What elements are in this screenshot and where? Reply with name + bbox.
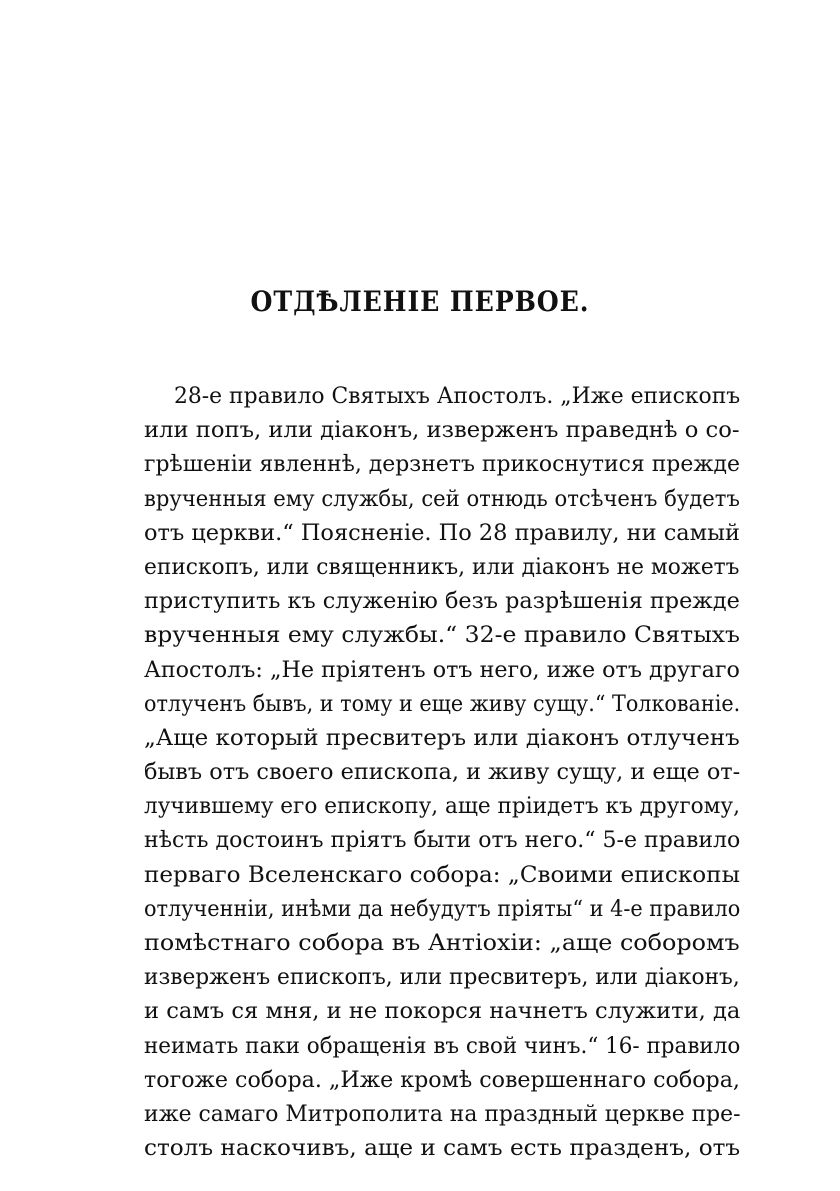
text-line: „Аще который пресвитеръ или діаконъ отлученъ — [144, 725, 740, 751]
text-line: или попъ, или діаконъ, изверженъ праведнѣ о со- — [144, 418, 740, 444]
text-line: врученныя ему службы.“ 32-е правило Святыхъ — [144, 623, 740, 649]
text-line: нѣсть достоинъ пріятъ быти отъ него.“ 5-е правило — [144, 828, 741, 854]
text-line: отлученъ бывъ, и тому и еще живу сущу.“ Толкованіе. — [144, 691, 741, 717]
text-line: неимать паки обращенія въ свой чинъ.“ 16- правило — [144, 1033, 741, 1059]
text-line: Апостолъ: „Не пріятенъ отъ него, иже отъ другаго — [144, 657, 740, 683]
text-line: приступить къ служенію безъ разрѣшенія прежде — [144, 589, 740, 615]
text-line: помѣстнаго собора въ Антіохіи: „аще соборомъ — [144, 931, 740, 956]
text-line: отлученніи, инѣми да небудутъ пріяты“ и 4-е правило — [144, 896, 741, 922]
text-line: отъ церкви.“ Поясненіе. По 28 правилу, ни самый — [144, 520, 740, 546]
text-line: 28-е правило Святыхъ Апостолъ. „Иже епископъ — [174, 384, 741, 409]
text-line: тогоже собора. „Иже кромѣ совершеннаго собора, — [144, 1067, 740, 1093]
text-line: иже самаго Митрополита на праздный церкве пре- — [144, 1101, 741, 1127]
text-line: бывъ отъ своего епископа, и живу сущу, и еще от- — [144, 760, 741, 786]
section-heading: ОТДѢЛЕНІЕ ПЕРВОЕ. — [250, 285, 590, 318]
text-line: епископъ, или священникъ, или діаконъ не можетъ — [144, 554, 740, 580]
text-line: лучившему его епископу, аще пріидетъ къ другому, — [144, 794, 740, 820]
text-line: грѣшеніи явленнѣ, дерзнетъ прикоснутися прежде — [144, 452, 740, 478]
text-line: перваго Вселенскаго собора: „Своими епископы — [144, 862, 740, 888]
text-line: столъ наскочивъ, аще и самъ есть празденъ, отъ — [144, 1136, 741, 1162]
body-text — [144, 380, 740, 1166]
text-line: и самъ ся мня, и не покорся начнетъ служити, да — [144, 999, 741, 1025]
text-line: врученныя ему службы, сей отнюдь отсѣченъ будетъ — [144, 486, 740, 512]
text-line: изверженъ епископъ, или пресвитеръ, или діаконъ, — [144, 965, 740, 991]
